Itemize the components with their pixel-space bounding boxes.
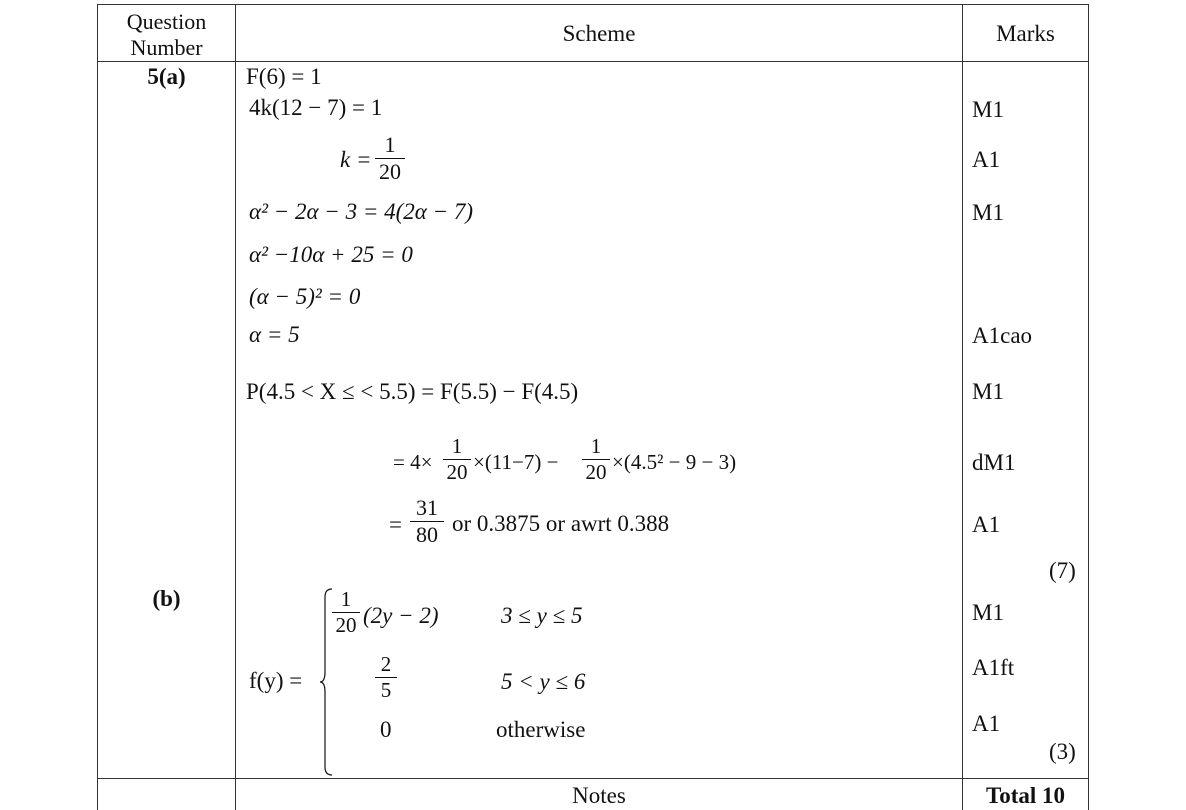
fraction-b-row1 [332,589,360,636]
scheme-line-3-lhs: k = [340,147,372,172]
fraction-2-denominator: 20 [585,460,607,484]
header-question-number: Question Number [126,9,207,60]
piecewise-row-1-condition: 3 ≤ y ≤ 5 [501,603,583,628]
notes-heading: Notes [572,783,626,808]
mark-a-2: A1 [972,147,1001,172]
fraction-b-row2-numerator: 2 [380,652,392,676]
scheme-line-9-part-2: ×(11−7) − [473,450,559,474]
fraction-b-row2-denominator: 5 [380,678,392,702]
mark-a-4: A1cao [972,323,1033,348]
scheme-line-5: α² −10α + 25 = 0 [249,242,413,267]
scheme-line-9-part-1: = 4× [393,450,433,474]
fraction-k-denominator: 20 [379,159,401,184]
fraction-b-row2 [375,654,397,701]
piecewise-row-1-expr: (2y − 2) [363,603,439,628]
notes-top-border [97,778,1089,779]
mark-b-1: M1 [972,600,1004,625]
header-bottom-border [97,61,1089,62]
fraction-31-80-numerator: 31 [416,495,438,520]
scheme-line-7: α = 5 [249,322,300,347]
scheme-line-9-part-3: ×(4.5² − 9 − 3) [612,450,737,474]
fy-label: f(y) = [249,668,303,693]
mark-a-6: dM1 [972,450,1016,475]
part-b-label: (b) [152,586,181,611]
part-a-label: 5(a) [147,64,186,89]
scheme-line-10-equals: = [389,512,402,537]
column-divider-1 [235,4,236,810]
table-right-border [1088,4,1089,810]
table-left-border [97,4,98,810]
table-top-border [97,4,1089,5]
header-marks: Marks [996,21,1055,46]
fraction-1-denominator: 20 [446,460,468,484]
fraction-31-80 [410,497,444,546]
fraction-b-row1-numerator: 1 [340,587,352,611]
header-scheme: Scheme [562,21,636,46]
fraction-1-numerator: 1 [451,434,463,458]
scheme-line-6: (α − 5)² = 0 [249,284,361,309]
part-b-total: (3) [1049,739,1076,764]
part-a-total: (7) [1049,558,1076,583]
piecewise-row-3-value: 0 [380,717,392,742]
mark-b-3: A1 [972,711,1001,736]
column-divider-2 [962,4,963,810]
scheme-line-10-rest: or 0.3875 or awrt 0.388 [452,511,670,536]
mark-a-3: M1 [972,200,1004,225]
fraction-k [375,134,405,183]
scheme-line-8: P(4.5 < X ≤ < 5.5) = F(5.5) − F(4.5) [246,379,579,404]
fraction-31-80-denominator: 80 [416,522,438,547]
piecewise-row-2-condition: 5 < y ≤ 6 [501,669,586,694]
grand-total: Total 10 [985,783,1066,808]
scheme-line-2: 4k(12 − 7) = 1 [249,95,383,120]
piecewise-row-3-condition: otherwise [496,717,586,742]
fraction-one-twentieth-1 [443,436,471,483]
mark-a-5: M1 [972,379,1004,404]
fraction-k-numerator: 1 [384,132,396,157]
fraction-b-row1-denominator: 20 [335,613,357,637]
mark-a-1: M1 [972,97,1004,122]
fraction-2-numerator: 1 [590,434,602,458]
scheme-line-4: α² − 2α − 3 = 4(2α − 7) [249,199,474,224]
mark-a-7: A1 [972,512,1001,537]
mark-b-2: A1ft [972,655,1015,680]
scheme-line-1: F(6) = 1 [246,64,322,89]
fraction-one-twentieth-2 [582,436,610,483]
